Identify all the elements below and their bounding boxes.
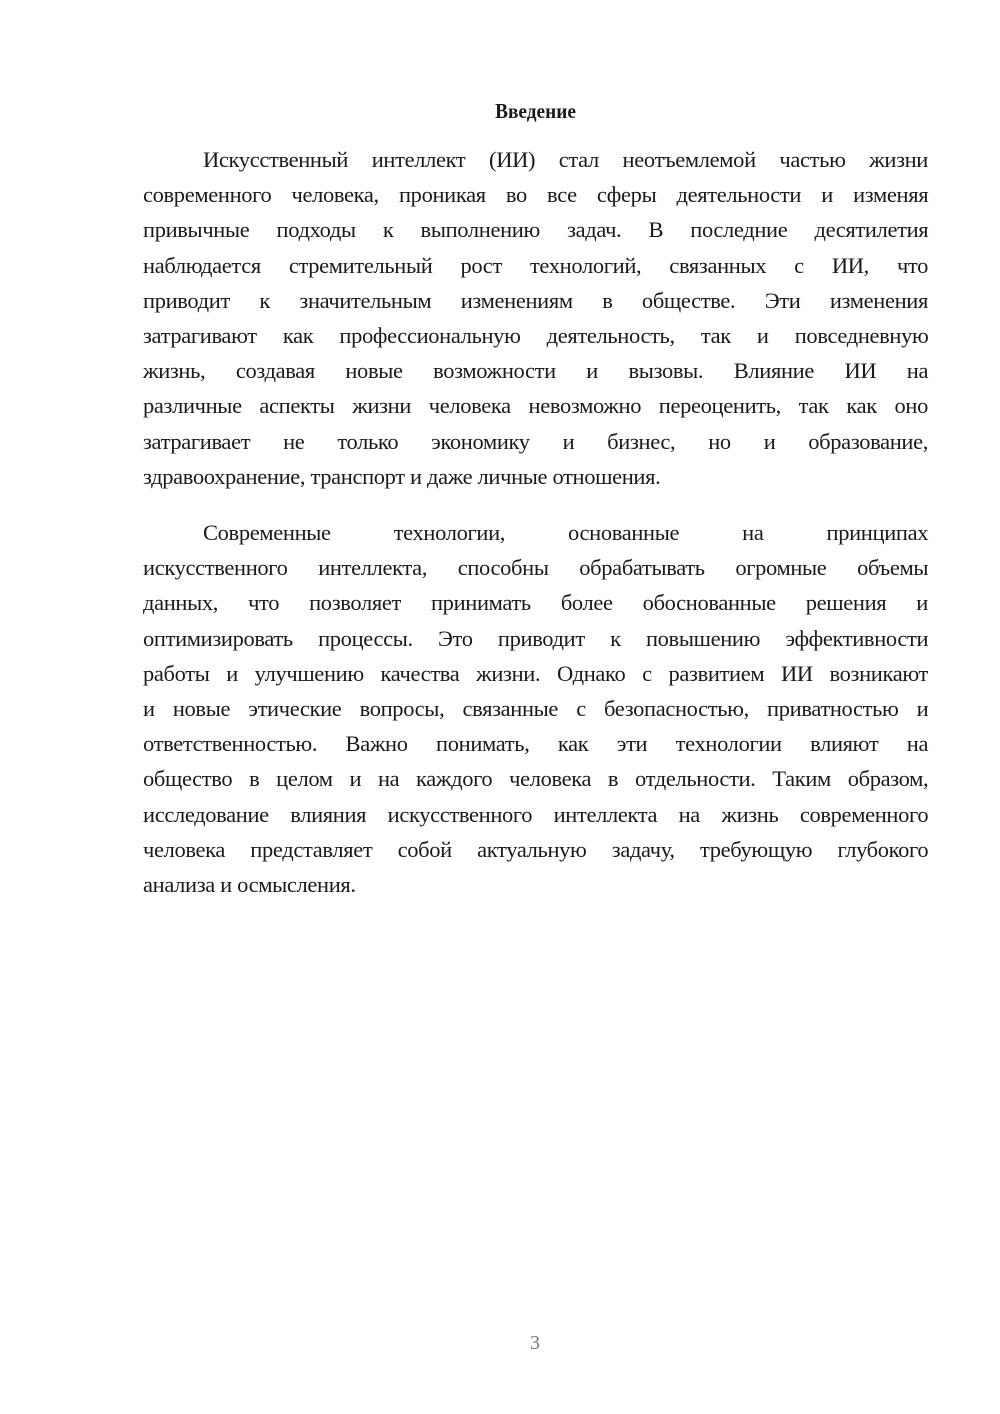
text-line: затрагивают как профессиональную деятельность, так и повседневную [143,322,929,348]
text-line: Искусственный интеллект (ИИ) стал неотъемлемой частью жизни [203,147,928,172]
text-line: наблюдается стремительный рост технологий, связанных с ИИ, что [143,252,928,278]
text-line: исследование влияния искусственного интеллекта на жизнь современного [143,801,929,827]
text-line: общество в целом и на каждого человека в отдельности. Таким образом, [143,766,929,792]
text-line: человека представляет собой актуальную задачу, требующую глубокого [143,836,929,862]
paragraph-1 [143,142,928,494]
text-line: Современные технологии, основанные на принципах [203,520,929,545]
text-line: здравоохранение, транспорт и даже личные отношения. [143,463,661,489]
text-line: анализа и осмысления. [143,871,356,897]
section-heading: Введение [495,99,576,123]
text-line: оптимизировать процессы. Это приводит к повышению эффективности [143,625,929,651]
text-line: данных, что позволяет принимать более обоснованные решения и [143,590,928,616]
text-line: работы и улучшению качества жизни. Однако с развитием ИИ возникают [143,660,928,686]
text-line: затрагивает не только экономику и бизнес, но и образование, [143,428,929,454]
text-line: различные аспекты жизни человека невозможно переоценить, так как оно [143,393,928,419]
page-number: 3 [530,1332,540,1354]
text-line: приводит к значительным изменениям в обществе. Эти изменения [143,287,928,313]
text-line: жизнь, создавая новые возможности и вызовы. Влияние ИИ на [143,358,929,384]
text-line: привычные подходы к выполнению задач. В последние десятилетия [143,217,929,243]
text-line: и новые этические вопросы, связанные с безопасностью, приватностью и [143,695,929,721]
text-line: ответственностью. Важно понимать, как эти технологии влияют на [143,731,929,757]
paragraph-2 [143,515,928,902]
text-line: искусственного интеллекта, способны обрабатывать огромные объемы [143,555,929,581]
text-line: современного человека, проникая во все сферы деятельности и изменяя [143,182,929,208]
